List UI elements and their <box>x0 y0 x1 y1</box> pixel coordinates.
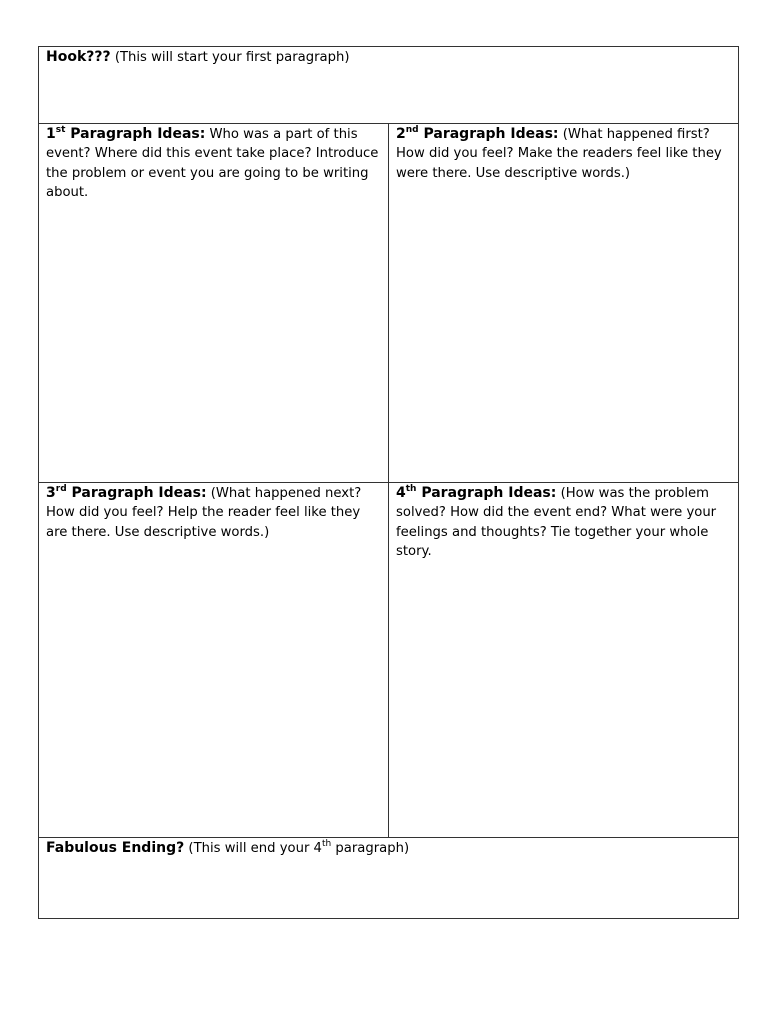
paragraph-4-number: 4 <box>396 485 406 501</box>
paragraph-1-number: 1 <box>46 126 56 142</box>
paragraph-2-prompt: (What happened first? How did you feel? Make the readers feel like they were there. Use descriptive words.) <box>396 127 722 181</box>
paragraph-2-heading: Paragraph Ideas: <box>418 126 559 142</box>
hook-box <box>38 46 739 124</box>
paragraph-3-label <box>46 485 207 501</box>
hook-prompt: (This will start your first paragraph) <box>110 50 350 65</box>
paragraph-1-ordinal: st <box>55 125 66 135</box>
paragraph-4-heading: Paragraph Ideas: <box>416 485 557 501</box>
paragraph-3-box <box>38 482 389 838</box>
paragraph-1-heading: Paragraph Ideas: <box>65 126 206 142</box>
hook-label: Hook??? <box>46 49 111 65</box>
paragraph-4-prompt: (How was the problem solved? How did the event end? What were your feelings and thoughts? Tie together your whole story. <box>396 486 717 560</box>
paragraph-1-box <box>38 123 389 483</box>
ending-prompt-start: (This will end your 4 <box>184 841 322 856</box>
paragraph-2-box <box>388 123 739 483</box>
ending-ordinal: th <box>321 839 332 849</box>
paragraph-2-number: 2 <box>396 126 406 142</box>
paragraph-2-ordinal: nd <box>405 125 419 135</box>
paragraph-3-ordinal: rd <box>55 484 67 494</box>
ending-box <box>38 837 739 919</box>
paragraph-1-prompt: Who was a part of this event? Where did this event take place? Introduce the problem or event you are going to be writing about. <box>46 127 379 201</box>
paragraph-3-prompt: (What happened next? How did you feel? Help the reader feel like they are there. Use descriptive words.) <box>46 486 362 540</box>
paragraph-2-label <box>396 126 559 142</box>
paragraph-1-label <box>46 126 205 142</box>
paragraph-3-number: 3 <box>46 485 56 501</box>
paragraph-4-label <box>396 485 556 501</box>
paragraph-3-heading: Paragraph Ideas: <box>66 485 207 501</box>
paragraph-4-box <box>388 482 739 838</box>
ending-prompt-end: paragraph) <box>331 841 410 856</box>
paragraph-4-ordinal: th <box>405 484 417 494</box>
ending-label: Fabulous Ending? <box>46 840 185 856</box>
